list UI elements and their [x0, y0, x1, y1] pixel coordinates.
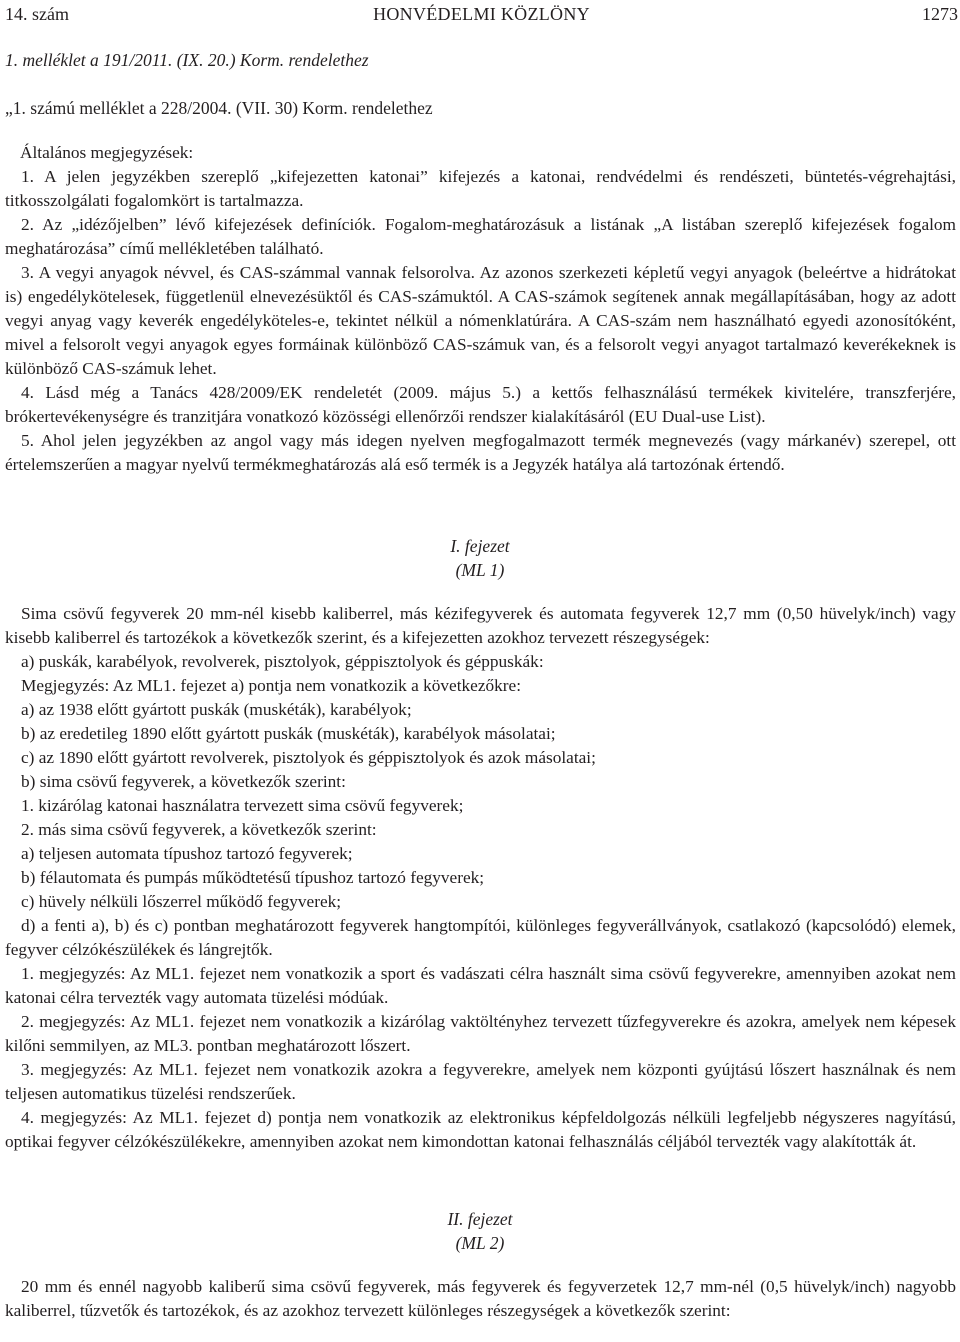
chapter-paragraph: 2. megjegyzés: Az ML1. fejezet nem vonatkozik a kizárólag vaktöltényhez tervezett tűzfegyverekre és azokra, amelyek nem képesek kilőni semmilyen, az ML3. pontban meghatározott lőszert.	[5, 1012, 956, 1055]
chapter-code: (ML 1)	[455, 560, 505, 580]
list-item: 1. kizárólag katonai használatra tervezett sima csövű fegyverek;	[21, 796, 464, 815]
list-item: 2. más sima csövű fegyverek, a következők szerint:	[21, 820, 377, 839]
annex-reference: 1. melléklet a 191/2011. (IX. 20.) Korm. rendelethez	[5, 50, 369, 70]
note-paragraph: 1. A jelen jegyzékben szereplő „kifejezetten katonai” kifejezés a katonai, rendvédelmi és rendészeti, büntetés-végrehajtási, titkosszolgálati fogalomkört is tartalmazza.	[5, 167, 956, 210]
chapter-title: II. fejezet	[447, 1209, 513, 1229]
list-item: a) teljesen automata típushoz tartozó fegyverek;	[21, 844, 353, 863]
list-item: c) az 1890 előtt gyártott revolverek, pisztolyok és géppisztolyok és azok másolatai;	[21, 748, 596, 767]
annex-subreference: „1. számú melléklet a 228/2004. (VII. 30) Korm. rendelethez	[5, 98, 433, 118]
note-paragraph: 4. Lásd még a Tanács 428/2009/EK rendeletét (2009. május 5.) a kettős felhasználású termékek kivitelére, transzferjére, brókertevékenységre és tranzitjára vonatkozó közösségi ellenőrzői rendszer kialakításáról (EU Dual-use List).	[5, 383, 956, 426]
chapter-code: (ML 2)	[455, 1233, 505, 1253]
general-notes-body	[5, 165, 956, 477]
list-item: a) puskák, karabélyok, revolverek, pisztolyok, géppisztolyok és géppuskák:	[21, 652, 544, 671]
note-paragraph: 5. Ahol jelen jegyzékben az angol vagy más idegen nyelven megfogalmazott termék megnevezés (vagy márkanév) szerepel, ott értelemszerűen a magyar nyelvű termékmeghatározás alá eső termék is a Jegyzék hatálya alá tartozónak értendő.	[5, 431, 956, 474]
journal-title: HONVÉDELMI KÖZLÖNY	[373, 4, 590, 24]
page-number: 1273	[922, 4, 958, 24]
chapter-paragraph: 1. megjegyzés: Az ML1. fejezet nem vonatkozik a sport és vadászati célra használt sima csövű fegyverekre, amennyiben azokat nem katonai célra tervezték vagy automata tüzelési módúak.	[5, 964, 956, 1007]
chapter-intro: Sima csövű fegyverek 20 mm-nél kisebb kaliberrel, más kézifegyverek és automata fegyverek 12,7 mm (0,50 hüvelyk/inch) vagy kisebb kaliberrel és tartozékok a következők szerint, és a kifejezetten azokhoz tervezett részegységek:	[5, 604, 956, 647]
chapter-paragraph: 3. megjegyzés: Az ML1. fejezet nem vonatkozik azokra a fegyverekre, amelyek nem központi gyújtású lőszert használnak és nem teljesen automatikus tüzelési rendszerűek.	[5, 1060, 956, 1103]
list-item: c) hüvely nélküli lőszerrel működő fegyverek;	[21, 892, 342, 911]
list-item: Megjegyzés: Az ML1. fejezet a) pontja nem vonatkozik a következőkre:	[21, 676, 522, 695]
chapter-2-body	[5, 1275, 956, 1323]
list-item: b) sima csövű fegyverek, a következők szerint:	[21, 772, 346, 791]
note-paragraph: 2. Az „idézőjelben” lévő kifejezések definíciók. Fogalom-meghatározásuk a listának „A listában szereplő kifejezések fogalom meghatározása” című mellékletében található.	[5, 215, 956, 258]
issue-number: 14. szám	[5, 4, 69, 24]
chapter-paragraph: 4. megjegyzés: Az ML1. fejezet d) pontja nem vonatkozik az elektronikus képfeldolgozás nélküli legfeljebb négyszeres nagyítású, optikai fegyver célzókészülékekre, amennyiben azokat nem kimondottan katonai felhasználás céljából tervezték vagy alakították át.	[5, 1108, 956, 1151]
chapter-title: I. fejezet	[450, 536, 510, 556]
note-paragraph: 3. A vegyi anyagok névvel, és CAS-számmal vannak felsorolva. Az azonos szerkezeti képletű vegyi anyagok (beleértve a hidrátokat is) engedélykötelesek, függetlenül elnevezésüktől és CAS-számuktól. A CAS-számok segítenek annak megállapításában, hogy az adott vegyi anyag vagy keverék engedélyköteles-e, tekintet nélkül a nómenklatúrára. A CAS-szám nem használható egyedi azonosítóként, mivel a felsorolt vegyi anyagok egyes formáinak különböző CAS-számuk van, és a felsorolt vegyi anyagot tartalmazó keverékeknek is különböző CAS-számuk lehet.	[5, 263, 956, 378]
chapter-2-heading	[0, 1207, 960, 1255]
list-item: a) az 1938 előtt gyártott puskák (muskéták), karabélyok;	[21, 700, 412, 719]
general-notes-title: Általános megjegyzések:	[20, 143, 194, 162]
list-item: b) félautomata és pumpás működtetésű típushoz tartozó fegyverek;	[21, 868, 485, 887]
list-item: b) az eredetileg 1890 előtt gyártott puskák (muskéták), karabélyok másolatai;	[21, 724, 556, 743]
page-header	[5, 2, 958, 26]
chapter-1-body	[5, 602, 956, 1154]
chapter-1-heading	[0, 534, 960, 582]
chapter-paragraph: d) a fenti a), b) és c) pontban meghatározott fegyverek hangtompítói, különleges fegyverállványok, csatlakozó (kapcsolódó) elemek, fegyver célzókészülékek és lángrejtők.	[5, 916, 956, 959]
chapter-intro: 20 mm és ennél nagyobb kaliberű sima csövű fegyverek, más fegyverek és fegyverzetek 12,7 mm-nél (0,5 hüvelyk/inch) nagyobb kaliberrel, tűzvetők és tartozékok, és az azokhoz tervezett különleges részegységek a következők szerint:	[5, 1277, 956, 1320]
